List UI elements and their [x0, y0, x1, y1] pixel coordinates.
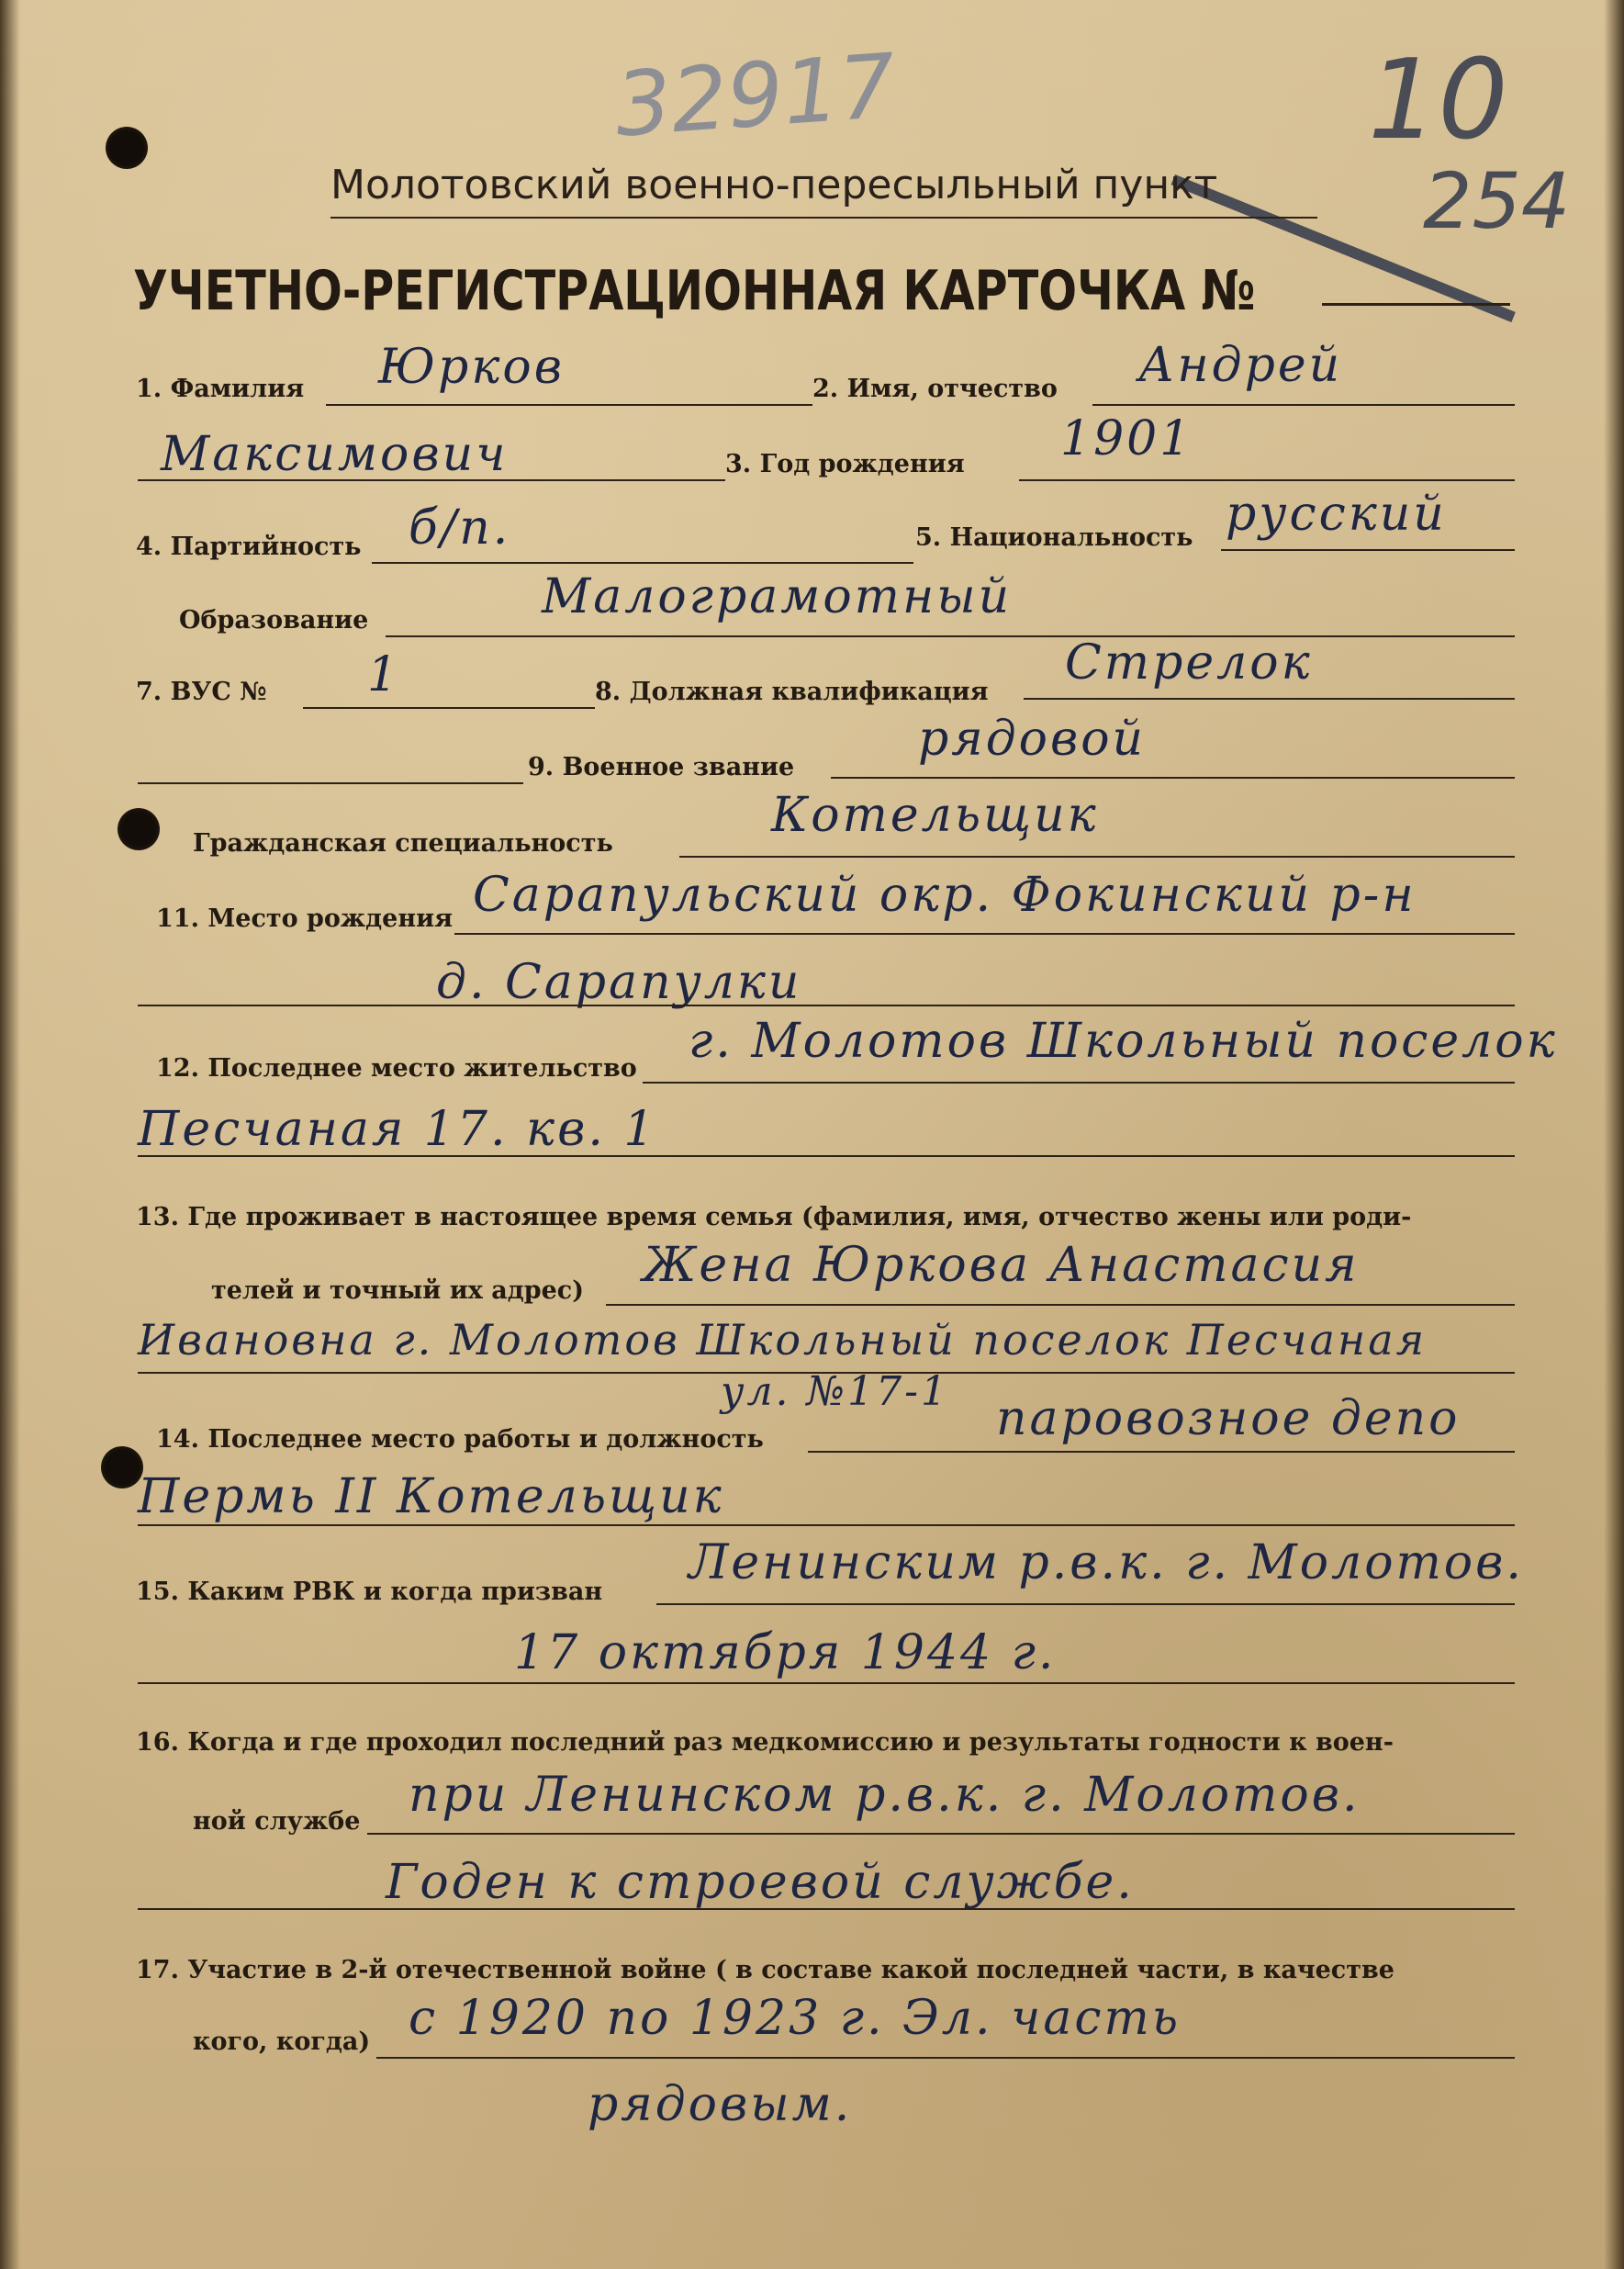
war-label-1: 17. Участие в 2-й отечественной войне ( в составе какой последней части, в качестве	[136, 1956, 1394, 1984]
medical-label-1: 16. Когда и где проходил последний раз медкомиссию и результаты годности к воен-	[136, 1728, 1394, 1757]
punch-hole-middle	[118, 808, 160, 850]
birthplace-line-1	[454, 933, 1515, 935]
education-label: Образование	[179, 606, 369, 635]
conscription-line-2	[138, 1682, 1515, 1684]
family-line-1	[606, 1304, 1515, 1306]
birthplace-label: 11. Место рождения	[156, 904, 454, 933]
vus-line	[303, 707, 595, 709]
left-edge-shadow	[0, 0, 20, 2269]
civil-specialty-value: Котельщик	[771, 788, 1099, 843]
party-label: 4. Партийность	[136, 533, 362, 561]
right-edge-shadow	[1604, 0, 1624, 2269]
nationality-value: русский	[1226, 487, 1447, 542]
war-line-1	[376, 2057, 1515, 2059]
rank-line	[831, 777, 1515, 779]
conscription-value-1: Ленинским р.в.к. г. Молотов.	[689, 1535, 1524, 1590]
party-line	[372, 562, 913, 564]
vus-value: 1	[367, 647, 401, 702]
archive-number: 32917	[611, 34, 899, 157]
rank-value: рядовой	[918, 712, 1147, 767]
name-value: Андрей	[1138, 338, 1343, 393]
family-value-2: Ивановна г. Молотов Школьный поселок Песчаная	[138, 1315, 1428, 1365]
rank-label: 9. Военное звание	[528, 753, 795, 781]
last-residence-line-2	[138, 1155, 1515, 1157]
patronymic-line	[138, 479, 725, 481]
qualification-line	[1024, 698, 1515, 700]
card-title: УЧЕТНО-РЕГИСТРАЦИОННАЯ КАРТОЧКА №	[133, 259, 1256, 323]
party-value: б/п.	[409, 500, 511, 556]
medical-line-2	[138, 1908, 1515, 1910]
conscription-line-1	[656, 1603, 1515, 1605]
surname-line	[326, 404, 812, 406]
last-residence-value-2: Песчаная 17. кв. 1	[138, 1102, 657, 1157]
birth-year-line	[1019, 479, 1515, 481]
qualification-value: Стрелок	[1065, 635, 1313, 691]
medical-label-2: ной службе	[193, 1807, 361, 1836]
name-line	[1092, 404, 1515, 406]
vus-label: 7. ВУС №	[136, 678, 267, 706]
last-residence-value-1: г. Молотов Школьный поселок	[689, 1014, 1558, 1069]
last-work-line-2	[138, 1524, 1515, 1526]
war-value-2: рядовым.	[588, 2077, 853, 2132]
card-number-line	[1322, 303, 1510, 306]
civil-specialty-label: Гражданская специальность	[193, 829, 613, 858]
family-label-1: 13. Где проживает в настоящее время семья (фамилия, имя, отчество жены или роди-	[136, 1203, 1412, 1231]
conscription-value-2: 17 октября 1944 г.	[514, 1625, 1057, 1680]
last-work-value-1: паровозное депо	[996, 1391, 1461, 1446]
education-value: Малограмотный	[542, 569, 1013, 624]
civil-specialty-line	[679, 856, 1515, 858]
last-residence-label: 12. Последнее место жительство	[156, 1054, 637, 1083]
nationality-line	[1221, 549, 1515, 551]
last-work-line-1	[808, 1451, 1515, 1453]
medical-value-1: при Ленинском р.в.к. г. Молотов.	[409, 1768, 1361, 1823]
corner-mark-2: 254	[1423, 156, 1571, 246]
institution-underline	[330, 217, 1317, 219]
medical-line-1	[367, 1833, 1515, 1835]
last-residence-line-1	[643, 1082, 1515, 1084]
family-value-3: ул. №17-1	[721, 1368, 949, 1415]
last-work-label: 14. Последнее место работы и должность	[156, 1425, 764, 1454]
family-value-1: Жена Юркова Анастасия	[643, 1238, 1360, 1293]
birthplace-line-2	[138, 1005, 1515, 1006]
family-label-2: телей и точный их адрес)	[211, 1276, 585, 1305]
corner-mark-1: 10	[1368, 37, 1508, 164]
education-line	[386, 635, 1515, 637]
birthplace-value-1: Сарапульский окр. Фокинский р-н	[473, 868, 1417, 923]
surname-value: Юрков	[378, 340, 565, 395]
war-value-1: с 1920 по 1923 г. Эл. часть	[409, 1991, 1182, 2046]
name-label: 2. Имя, отчество	[812, 375, 1058, 403]
birth-year-value: 1901	[1060, 411, 1193, 466]
patronymic-value: Максимович	[161, 427, 509, 482]
last-work-value-2: Пермь II Котельщик	[138, 1469, 724, 1524]
rank-lead-line	[138, 782, 523, 784]
birth-year-label: 3. Год рождения	[725, 450, 965, 478]
institution-name: Молотовский военно-пересыльный пункт	[330, 162, 1218, 208]
punch-hole-top	[106, 127, 148, 169]
medical-value-2: Годен к строевой службе.	[386, 1855, 1135, 1910]
conscription-label: 15. Каким РВК и когда призван	[136, 1578, 603, 1606]
qualification-label: 8. Должная квалификация	[595, 678, 989, 706]
surname-label: 1. Фамилия	[136, 375, 305, 403]
war-label-2: кого, когда)	[193, 2027, 371, 2056]
nationality-label: 5. Национальность	[915, 523, 1193, 552]
birthplace-value-2: д. Сарапулки	[436, 955, 802, 1010]
